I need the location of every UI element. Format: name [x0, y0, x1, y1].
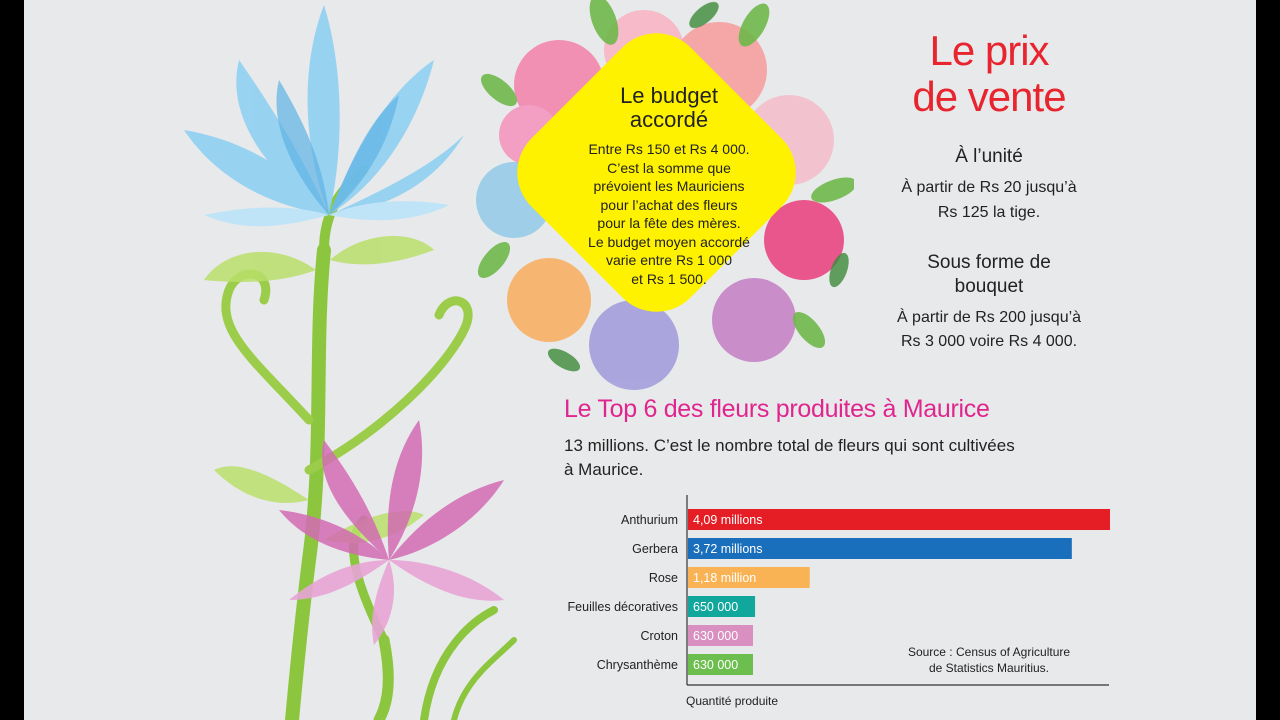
budget-line: Le budget moyen accordé — [588, 233, 750, 250]
unit-price-line: Rs 125 la tige. — [937, 204, 1041, 221]
budget-line: prévoient les Mauriciens — [593, 178, 745, 194]
category-label: Croton — [640, 629, 678, 643]
category-label: Rose — [648, 571, 678, 585]
price-title — [894, 28, 1084, 120]
bar-value-label: 650 000 — [693, 600, 739, 614]
category-label: Chrysanthème — [596, 658, 678, 672]
bar-value-label: 630 000 — [693, 658, 739, 672]
bar-value-label: 1,18 million — [693, 571, 757, 585]
unit-price-line: À partir de Rs 20 jusqu’à — [901, 179, 1077, 196]
source-line: Source : Census of Agriculture — [907, 645, 1071, 659]
price-title-line: Le prix — [929, 27, 1049, 74]
budget-block — [519, 84, 819, 288]
top6-subtitle: 13 millions. C’est le nombre total de fleurs qui sont cultivées à Maurice. — [564, 436, 1015, 479]
category-label: Anthurium — [621, 513, 678, 527]
infographic — [24, 0, 1256, 720]
source-line: de Statistics Mauritius. — [928, 661, 1050, 675]
budget-line: Entre Rs 150 et Rs 4 000. — [588, 141, 750, 157]
budget-title: Le budget accordé — [620, 83, 718, 132]
category-label: Feuilles décoratives — [567, 600, 678, 614]
top6-title: Le Top 6 des fleurs produites à Maurice — [564, 395, 990, 423]
bar-value-label: 3,72 millions — [693, 542, 763, 556]
unit-price-heading: À l’unité — [955, 146, 1023, 167]
budget-line: pour l’achat des fleurs — [600, 196, 738, 213]
bouquet-price-heading: Sous forme de — [927, 252, 1051, 273]
budget-line: et Rs 1 500. — [631, 270, 707, 287]
bouquet-price-line: À partir de Rs 200 jusqu’à — [896, 309, 1082, 326]
price-title-line: de vente — [912, 73, 1066, 120]
bar-value-label: 4,09 millions — [693, 513, 763, 527]
category-label: Gerbera — [632, 542, 678, 556]
budget-line: varie entre Rs 1 000 — [605, 252, 733, 268]
budget-line: pour la fête des mères. — [597, 215, 741, 231]
bouquet-price-heading: bouquet — [954, 276, 1024, 297]
budget-line: C’est la somme que — [607, 159, 731, 176]
x-axis-label: Quantité produite — [686, 694, 779, 708]
bar-value-label: 630 000 — [693, 629, 739, 643]
bouquet-price-line: Rs 3 000 voire Rs 4 000. — [900, 333, 1078, 350]
source-note — [894, 644, 1084, 676]
production-bar-chart — [554, 495, 1124, 715]
